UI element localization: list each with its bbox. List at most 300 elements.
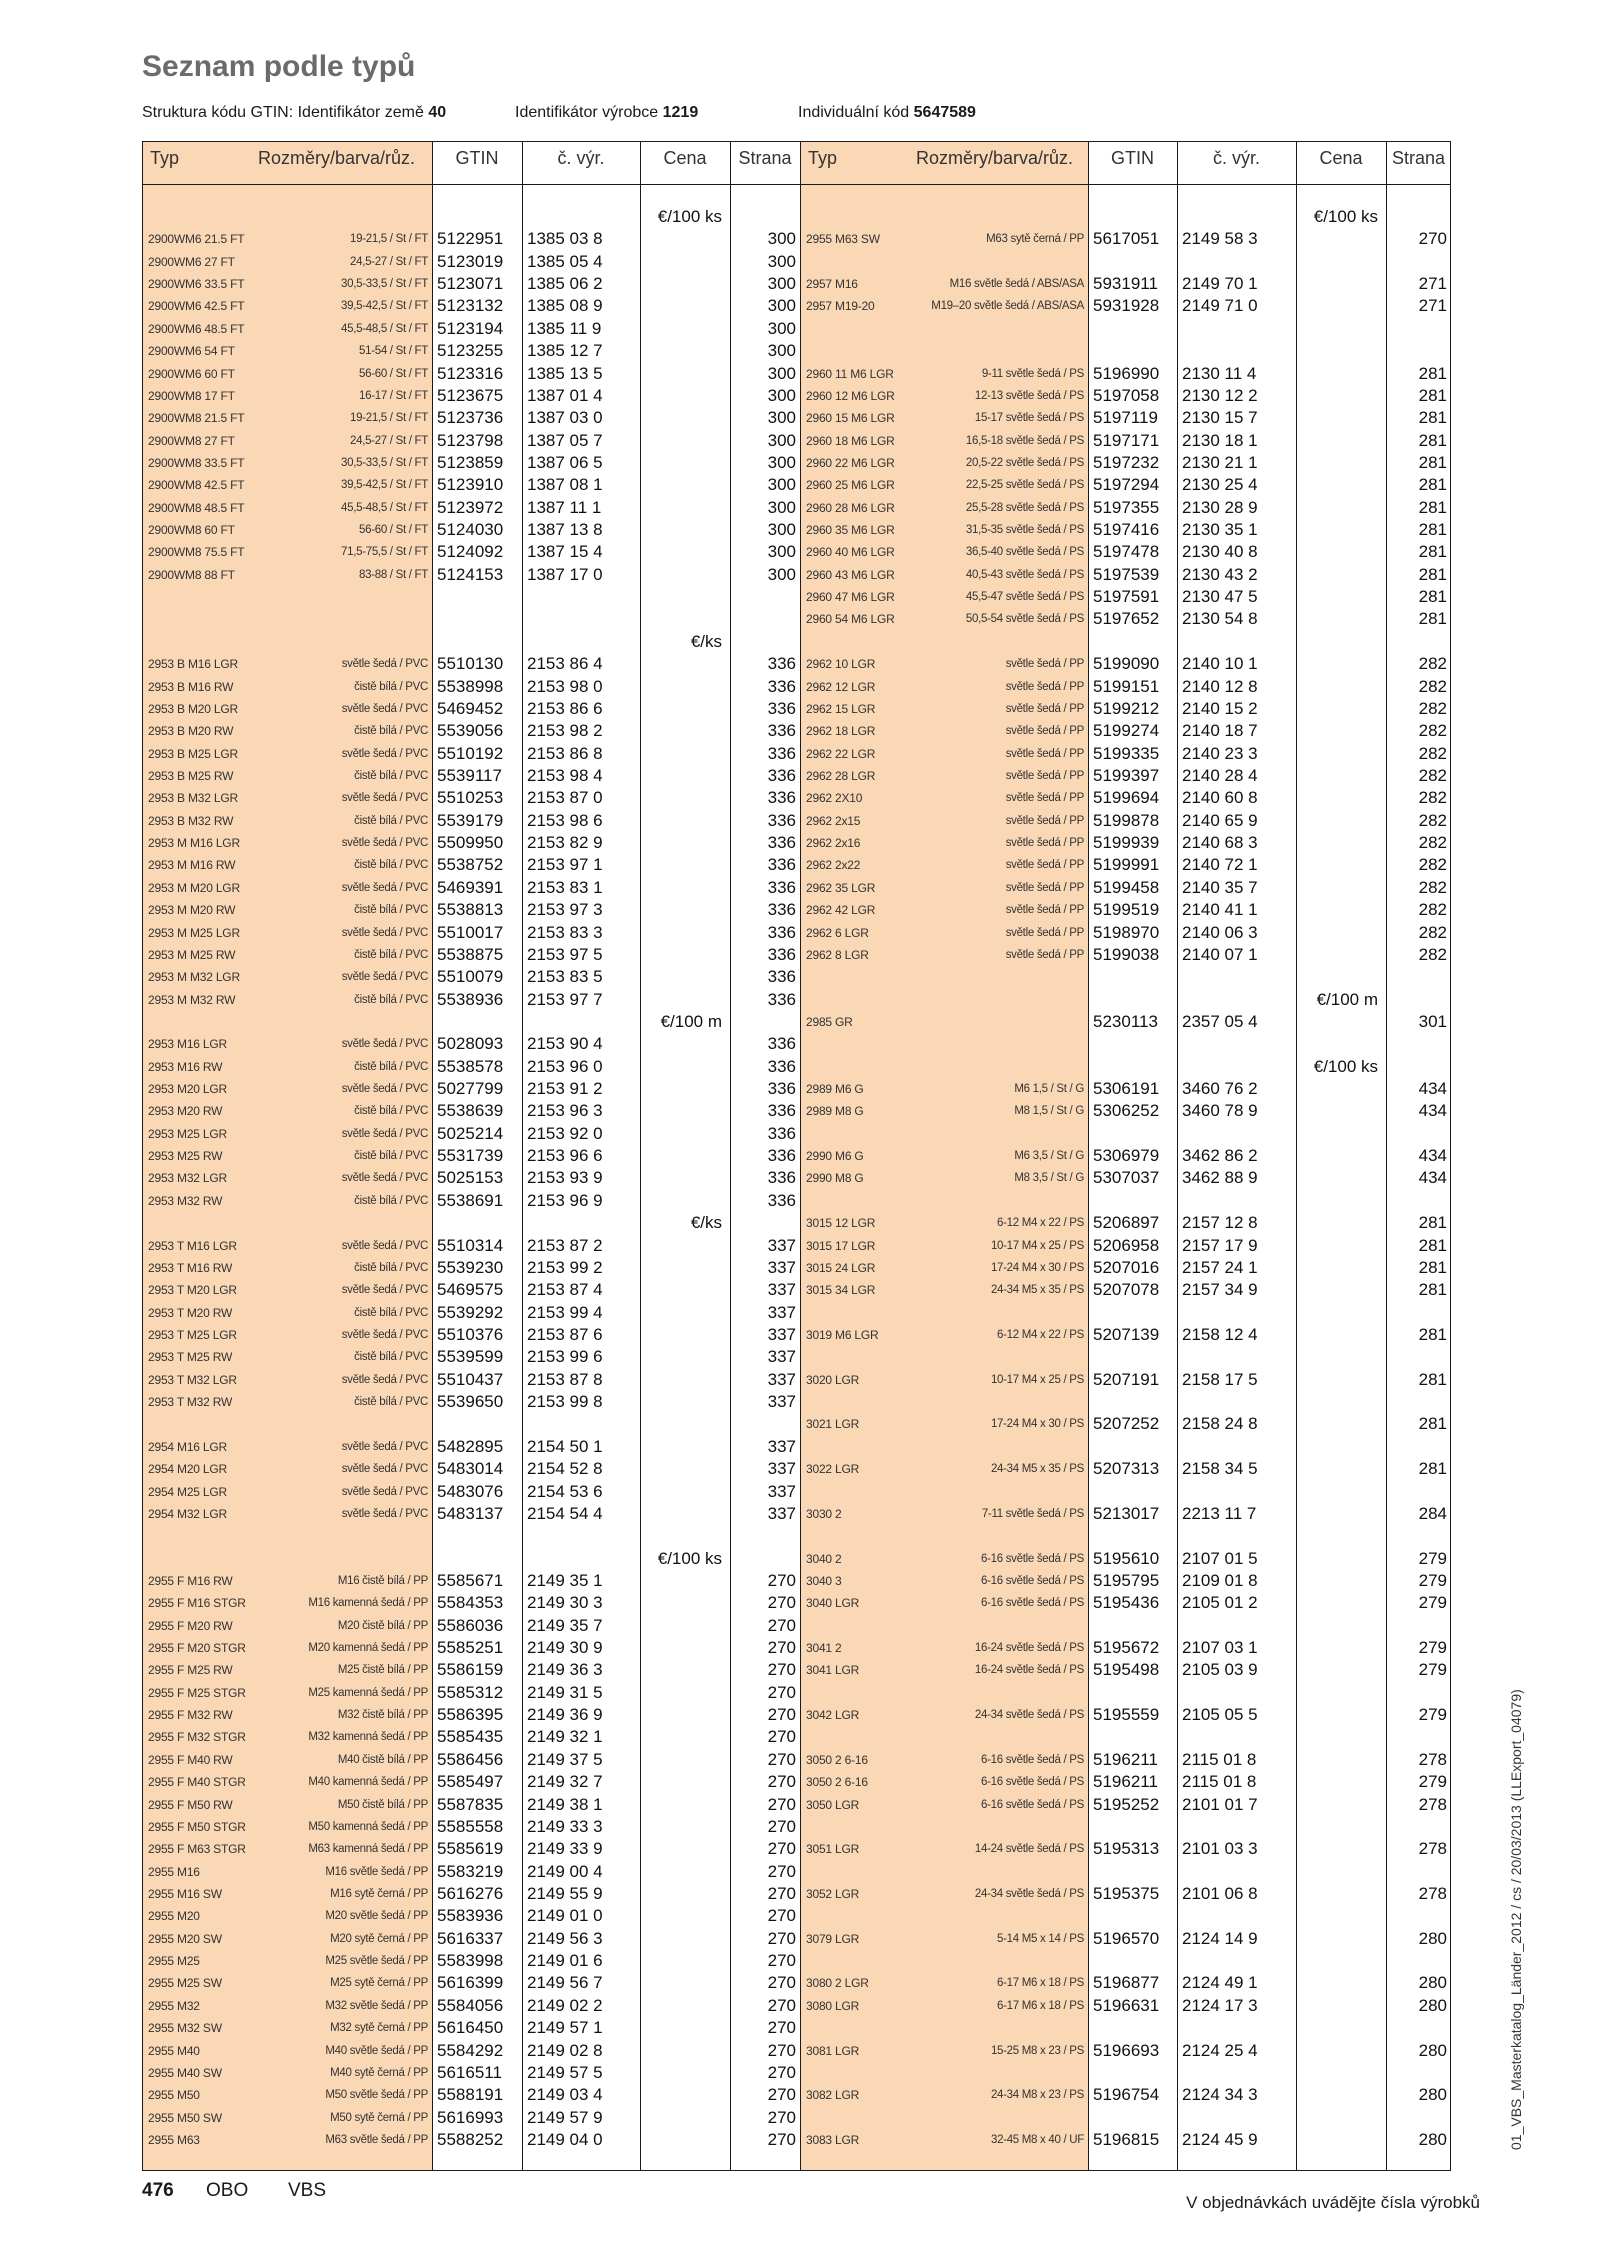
item-page: 270 <box>767 1682 796 1702</box>
item-gtin: 5538691 <box>437 1190 504 1210</box>
item-dimensions: M50 světle šedá / PP <box>325 2089 428 2102</box>
item-gtin: 5123675 <box>437 385 504 405</box>
item-gtin: 5585312 <box>437 1682 504 1702</box>
item-dimensions: světle šedá / PVC <box>341 1507 428 1520</box>
item-type: 2953 B M20 LGR <box>148 701 238 716</box>
item-dimensions: 45,5-48,5 / St / FT <box>341 322 428 335</box>
item-gtin: 5616276 <box>437 1884 504 1903</box>
item-dimensions: 14-24 světle šedá / PS <box>974 1843 1084 1856</box>
item-product-number: 2153 98 0 <box>527 676 603 696</box>
item-type: 2989 M6 G <box>806 1082 864 1097</box>
item-gtin: 5028093 <box>437 1034 504 1054</box>
item-product-number: 2115 01 8 <box>1182 1749 1257 1769</box>
item-dimensions: M63 kamenná šedá / PP <box>308 1843 428 1856</box>
item-type: 2960 22 M6 LGR <box>806 455 895 470</box>
item-page: 281 <box>1418 1280 1447 1300</box>
item-gtin: 5195498 <box>1093 1660 1160 1680</box>
item-gtin: 5469391 <box>437 877 504 897</box>
item-type: 2955 M20 SW <box>148 1931 222 1946</box>
item-type: 2955 F M32 RW <box>148 1708 233 1723</box>
item-product-number: 2213 11 7 <box>1182 1503 1257 1523</box>
item-page: 434 <box>1418 1168 1447 1188</box>
item-page: 270 <box>767 2018 796 2038</box>
item-product-number: 2149 01 0 <box>527 1906 603 1926</box>
header-right-typ: Typ <box>808 148 838 168</box>
item-dimensions: 6-17 M6 x 18 / PS <box>997 1999 1084 2012</box>
country-code: 40 <box>428 104 447 121</box>
item-product-number: 2140 65 9 <box>1182 810 1258 830</box>
item-page: 270 <box>767 1615 796 1635</box>
item-product-number: 2149 32 1 <box>527 1727 603 1747</box>
item-type: 2955 F M40 RW <box>148 1752 233 1767</box>
item-page: 270 <box>767 1839 796 1859</box>
item-product-number: 2153 83 3 <box>527 922 603 942</box>
item-product-number: 2153 82 9 <box>527 833 603 853</box>
item-page: 282 <box>1418 766 1447 785</box>
page-title: Seznam podle typů <box>142 50 416 83</box>
item-product-number: 2149 35 1 <box>527 1570 603 1590</box>
item-gtin: 5206897 <box>1093 1213 1160 1233</box>
header-divider <box>142 184 1451 185</box>
item-dimensions: 20,5-22 světle šedá / PS <box>965 456 1084 469</box>
item-page: 280 <box>1418 1928 1447 1948</box>
item-product-number: 2149 01 6 <box>527 1951 603 1971</box>
item-type: 3015 34 LGR <box>806 1283 876 1298</box>
item-gtin: 5206958 <box>1093 1235 1160 1255</box>
item-dimensions: 31,5-35 světle šedá / PS <box>965 524 1084 537</box>
item-type: 3041 2 <box>806 1641 842 1656</box>
item-type: 2900WM6 54 FT <box>148 344 235 359</box>
item-type: 2954 M32 LGR <box>148 1506 227 1521</box>
item-page: 281 <box>1418 520 1447 540</box>
item-product-number: 2130 15 7 <box>1182 408 1258 428</box>
item-page: 337 <box>767 1503 796 1523</box>
item-page: 336 <box>767 1168 796 1188</box>
item-dimensions: 56-60 / St / FT <box>359 524 428 537</box>
item-product-number: 1385 08 9 <box>527 296 603 316</box>
item-gtin: 5196693 <box>1093 2040 1160 2060</box>
item-type: 2953 B M25 LGR <box>148 746 238 761</box>
item-product-number: 2149 71 0 <box>1182 296 1258 316</box>
item-gtin: 5196211 <box>1093 1749 1158 1769</box>
item-gtin: 5123736 <box>437 408 504 428</box>
item-gtin: 5197058 <box>1093 385 1160 405</box>
item-product-number: 2124 14 9 <box>1182 1928 1258 1948</box>
column-divider <box>1177 141 1178 2171</box>
item-dimensions: 16,5-18 světle šedá / PS <box>965 434 1084 447</box>
item-type: 3050 2 6-16 <box>806 1752 868 1767</box>
item-dimensions: čistě bílá / PVC <box>354 1194 428 1207</box>
item-type: 2953 T M20 LGR <box>148 1283 237 1298</box>
item-page: 282 <box>1418 922 1447 942</box>
item-dimensions: M16 světle šedá / PP <box>325 1865 428 1878</box>
item-dimensions: M6 1,5 / St / G <box>1014 1083 1084 1096</box>
item-product-number: 2140 68 3 <box>1182 833 1258 853</box>
item-type: 2953 M25 LGR <box>148 1126 227 1141</box>
item-page: 337 <box>767 1481 796 1501</box>
item-type: 2953 M M25 RW <box>148 947 236 962</box>
item-type: 3019 M6 LGR <box>806 1328 879 1342</box>
item-type: 2962 2x16 <box>806 836 861 851</box>
item-dimensions: světle šedá / PP <box>1005 948 1084 961</box>
item-dimensions: světle šedá / PVC <box>341 658 428 671</box>
item-gtin: 5469452 <box>437 698 504 718</box>
item-dimensions: M19–20 světle šedá / ABS/ASA <box>931 300 1084 313</box>
item-product-number: 2153 87 2 <box>527 1235 603 1255</box>
item-page: 336 <box>767 698 796 718</box>
item-product-number: 2130 11 4 <box>1182 363 1257 383</box>
item-page: 300 <box>767 475 796 495</box>
item-product-number: 2101 06 8 <box>1182 1884 1258 1903</box>
item-product-number: 2107 01 5 <box>1182 1548 1258 1568</box>
item-gtin: 5197416 <box>1093 520 1160 540</box>
item-dimensions: světle šedá / PP <box>1005 881 1084 894</box>
individual-code: 5647589 <box>913 104 976 121</box>
item-product-number: 2153 87 8 <box>527 1369 603 1389</box>
item-page: 281 <box>1418 1235 1447 1255</box>
item-dimensions: 36,5-40 světle šedá / PS <box>965 546 1084 559</box>
item-dimensions: 5-14 M5 x 14 / PS <box>997 1932 1084 1945</box>
item-dimensions: M16 světle šedá / ABS/ASA <box>949 278 1084 291</box>
item-gtin: 5197652 <box>1093 609 1160 629</box>
item-type: 2953 T M16 LGR <box>148 1238 237 1253</box>
item-gtin: 5509950 <box>437 833 504 853</box>
item-page: 301 <box>1418 1011 1447 1031</box>
column-divider <box>640 141 641 2171</box>
item-product-number: 2154 53 6 <box>527 1481 603 1501</box>
item-page: 336 <box>767 810 796 830</box>
item-page: 282 <box>1418 788 1447 808</box>
item-gtin: 5539599 <box>437 1347 504 1367</box>
item-type: 2960 28 M6 LGR <box>806 500 895 515</box>
item-type: 2962 2X10 <box>806 791 863 806</box>
item-dimensions: čistě bílá / PVC <box>354 1261 428 1274</box>
item-type: 3022 LGR <box>806 1462 860 1477</box>
item-type: 2955 F M32 STGR <box>148 1730 246 1745</box>
item-gtin: 5538639 <box>437 1101 504 1121</box>
item-type: 2955 M32 SW <box>148 2021 222 2036</box>
item-product-number: 2153 96 3 <box>527 1101 603 1121</box>
item-gtin: 5199519 <box>1093 900 1160 920</box>
item-product-number: 2154 54 4 <box>527 1503 603 1523</box>
item-product-number: 2149 33 3 <box>527 1816 603 1836</box>
item-gtin: 5616511 <box>437 2062 502 2082</box>
item-type: 2954 M20 LGR <box>148 1462 227 1477</box>
item-dimensions: světle šedá / PVC <box>341 1239 428 1252</box>
item-gtin: 5195252 <box>1093 1794 1160 1814</box>
item-dimensions: M16 sytě černá / PP <box>330 1888 428 1900</box>
item-gtin: 5539117 <box>437 766 502 785</box>
item-page: 270 <box>767 2062 796 2082</box>
item-page: 282 <box>1418 698 1447 718</box>
item-gtin: 5482895 <box>437 1436 504 1456</box>
item-dimensions: 15-25 M8 x 23 / PS <box>990 2044 1084 2057</box>
item-product-number: 2149 55 9 <box>527 1884 603 1903</box>
item-type: 2960 47 M6 LGR <box>806 590 895 605</box>
item-gtin: 5616450 <box>437 2018 504 2038</box>
item-type: 2962 2x22 <box>806 858 861 873</box>
item-gtin: 5207078 <box>1093 1280 1160 1300</box>
item-type: 2953 M M16 RW <box>148 858 236 873</box>
item-dimensions: 16-24 světle šedá / PS <box>974 1642 1084 1655</box>
item-product-number: 2140 28 4 <box>1182 766 1258 785</box>
item-dimensions: světle šedá / PP <box>1005 904 1084 917</box>
item-page: 336 <box>767 766 796 785</box>
item-gtin: 5196631 <box>1093 1995 1160 2015</box>
item-type: 2962 2x15 <box>806 813 861 828</box>
item-dimensions: čistě bílá / PVC <box>354 1105 428 1118</box>
item-page: 270 <box>767 2085 796 2105</box>
item-product-number: 1387 03 0 <box>527 408 603 428</box>
item-dimensions: M32 kamenná šedá / PP <box>308 1731 428 1744</box>
item-product-number: 3462 88 9 <box>1182 1168 1258 1188</box>
item-type: 2953 M16 RW <box>148 1059 223 1074</box>
item-gtin: 5931928 <box>1093 296 1160 316</box>
item-type: 2962 42 LGR <box>806 903 876 918</box>
item-type: 2953 B M32 RW <box>148 813 234 828</box>
item-type: 3020 LGR <box>806 1372 860 1387</box>
item-product-number: 2153 86 4 <box>527 654 603 674</box>
item-gtin: 5584056 <box>437 1995 504 2015</box>
item-type: 2989 M8 G <box>806 1104 864 1119</box>
item-dimensions: M50 čistě bílá / PP <box>337 1798 428 1811</box>
item-dimensions: 6-16 světle šedá / PS <box>980 1753 1084 1766</box>
item-gtin: 5585619 <box>437 1839 504 1859</box>
item-type: 2953 M20 RW <box>148 1104 223 1119</box>
item-type: 2955 F M25 STGR <box>148 1685 246 1700</box>
item-gtin: 5199038 <box>1093 944 1160 964</box>
column-divider <box>522 141 523 2171</box>
item-product-number: 2153 97 1 <box>527 855 603 875</box>
item-dimensions: 6-16 světle šedá / PS <box>980 1776 1084 1789</box>
item-product-number: 2149 02 8 <box>527 2040 603 2060</box>
item-gtin: 5538875 <box>437 944 504 964</box>
item-product-number: 2140 72 1 <box>1182 855 1258 875</box>
item-product-number: 2124 34 3 <box>1182 2085 1258 2105</box>
item-gtin: 5483014 <box>437 1459 504 1479</box>
item-type: 2955 M50 SW <box>148 2110 222 2125</box>
item-type: 2953 B M16 LGR <box>148 657 238 672</box>
item-dimensions: světle šedá / PVC <box>341 1440 428 1453</box>
item-gtin: 5124092 <box>437 542 504 562</box>
item-dimensions: světle šedá / PP <box>1005 814 1084 827</box>
item-dimensions: světle šedá / PP <box>1005 859 1084 872</box>
item-page: 300 <box>767 363 796 383</box>
item-page: 279 <box>1418 1570 1447 1590</box>
item-dimensions: čistě bílá / PVC <box>354 993 428 1006</box>
item-dimensions: světle šedá / PP <box>1005 792 1084 805</box>
item-page: 270 <box>767 1928 796 1948</box>
item-type: 2953 T M32 LGR <box>148 1372 237 1387</box>
price-unit: €/ks <box>690 1213 722 1233</box>
item-page: 337 <box>767 1235 796 1255</box>
item-gtin: 5931911 <box>1093 274 1158 294</box>
item-dimensions: M40 kamenná šedá / PP <box>308 1776 428 1789</box>
item-dimensions: 17-24 M4 x 30 / PS <box>990 1261 1084 1274</box>
item-type: 2953 M M20 RW <box>148 903 236 918</box>
item-dimensions: M20 sytě černá / PP <box>330 1932 428 1945</box>
item-type: 2990 M8 G <box>806 1171 864 1186</box>
item-dimensions: 12-13 světle šedá / PS <box>974 389 1084 402</box>
item-type: 2900WM8 75.5 FT <box>148 545 245 560</box>
item-page: 270 <box>767 1727 796 1747</box>
item-page: 336 <box>767 721 796 741</box>
item-page: 337 <box>767 1257 796 1277</box>
item-dimensions: 9-11 světle šedá / PS <box>981 367 1084 380</box>
item-gtin: 5585251 <box>437 1638 504 1658</box>
header-left-cvyr: č. výr. <box>557 148 605 168</box>
item-page: 336 <box>767 922 796 942</box>
item-dimensions: čistě bílá / PVC <box>354 770 428 782</box>
item-gtin: 5195795 <box>1093 1570 1160 1590</box>
footer-page-number: 476 <box>142 2180 174 2201</box>
item-gtin: 5199694 <box>1093 788 1160 808</box>
item-type: 3040 LGR <box>806 1596 860 1611</box>
item-type: 2960 12 M6 LGR <box>806 388 895 403</box>
item-page: 281 <box>1418 1257 1447 1277</box>
price-unit: €/100 m <box>660 1011 722 1031</box>
item-type: 2955 M63 <box>148 2132 200 2147</box>
item-page: 337 <box>767 1347 796 1367</box>
item-dimensions: světle šedá / PP <box>1005 725 1084 738</box>
item-type: 2900WM6 48.5 FT <box>148 321 245 336</box>
item-gtin: 5510130 <box>437 654 504 674</box>
item-page: 336 <box>767 1190 796 1210</box>
item-dimensions: světle šedá / PVC <box>341 792 428 805</box>
item-product-number: 1387 13 8 <box>527 520 603 540</box>
item-product-number: 2149 32 7 <box>527 1772 603 1792</box>
item-page: 279 <box>1418 1548 1447 1568</box>
item-dimensions: M50 sytě černá / PP <box>330 2111 428 2124</box>
item-dimensions: 24,5-27 / St / FT <box>350 434 428 447</box>
item-product-number: 2140 12 8 <box>1182 676 1258 696</box>
item-gtin: 5196877 <box>1093 1973 1160 1993</box>
item-dimensions: M25 sytě černá / PP <box>330 1977 428 1990</box>
item-type: 2900WM8 33.5 FT <box>148 455 245 470</box>
item-product-number: 2153 86 6 <box>527 698 603 718</box>
item-type: 2955 F M16 STGR <box>148 1596 246 1611</box>
item-dimensions: 39,5-42,5 / St / FT <box>341 479 428 492</box>
item-page: 270 <box>767 1705 796 1725</box>
item-type: 2900WM6 42.5 FT <box>148 299 245 314</box>
item-product-number: 1387 15 4 <box>527 542 603 562</box>
item-product-number: 2153 98 4 <box>527 766 603 785</box>
item-product-number: 2140 35 7 <box>1182 877 1258 897</box>
item-dimensions: světle šedá / PP <box>1005 658 1084 671</box>
item-page: 300 <box>767 296 796 316</box>
item-page: 281 <box>1418 1325 1447 1344</box>
item-page: 278 <box>1418 1749 1447 1769</box>
item-dimensions: 10-17 M4 x 25 / PS <box>990 1373 1084 1386</box>
item-dimensions: 22,5-25 světle šedá / PS <box>965 479 1084 492</box>
item-type: 2955 M25 <box>148 1954 200 1969</box>
item-type: 3041 LGR <box>806 1663 860 1678</box>
item-type: 3082 LGR <box>806 2088 860 2103</box>
item-type: 2953 M M20 LGR <box>148 880 240 895</box>
item-page: 280 <box>1418 1995 1447 2015</box>
item-dimensions: 6-12 M4 x 22 / PS <box>997 1217 1084 1230</box>
item-product-number: 2130 12 2 <box>1182 385 1258 405</box>
item-type: 2954 M25 LGR <box>148 1484 227 1499</box>
price-unit: €/ks <box>690 631 722 651</box>
item-type: 2900WM8 42.5 FT <box>148 478 245 493</box>
item-dimensions: 39,5-42,5 / St / FT <box>341 300 428 313</box>
item-dimensions: 30,5-33,5 / St / FT <box>341 278 428 291</box>
item-gtin: 5538998 <box>437 676 504 696</box>
item-type: 2955 M32 <box>148 1998 200 2013</box>
item-dimensions: čistě bílá / PVC <box>354 814 428 827</box>
item-dimensions: 6-16 světle šedá / PS <box>980 1798 1084 1811</box>
item-product-number: 2149 56 7 <box>527 1973 603 1993</box>
item-page: 280 <box>1418 2085 1447 2105</box>
item-gtin: 5207252 <box>1093 1414 1160 1434</box>
item-gtin: 5199212 <box>1093 698 1160 718</box>
item-page: 270 <box>767 1638 796 1658</box>
item-product-number: 2149 35 7 <box>527 1615 603 1635</box>
item-product-number: 2149 30 3 <box>527 1593 603 1613</box>
side-export-text: 01_VBS_Masterkatalog_Länder_2012 / cs / 20/03/2013 (LLExport_04079) <box>1508 1689 1524 2150</box>
item-type: 2953 T M16 RW <box>148 1260 233 1275</box>
item-type: 2955 F M50 RW <box>148 1797 233 1812</box>
item-dimensions: 71,5-75,5 / St / FT <box>341 546 428 559</box>
item-gtin: 5584292 <box>437 2040 504 2060</box>
item-gtin: 5195436 <box>1093 1593 1160 1613</box>
item-product-number: 1385 06 2 <box>527 274 603 294</box>
item-product-number: 2149 70 1 <box>1182 274 1258 294</box>
item-page: 270 <box>767 1570 796 1590</box>
item-product-number: 2105 01 2 <box>1182 1593 1258 1613</box>
item-gtin: 5025214 <box>437 1123 504 1143</box>
item-page: 336 <box>767 1101 796 1121</box>
item-gtin: 5197171 <box>1093 430 1160 450</box>
item-type: 3015 24 LGR <box>806 1260 876 1275</box>
item-gtin: 5123910 <box>437 475 504 495</box>
item-gtin: 5585497 <box>437 1772 504 1792</box>
item-gtin: 5586036 <box>437 1615 504 1635</box>
item-page: 281 <box>1418 609 1447 629</box>
item-type: 2955 F M20 RW <box>148 1618 233 1633</box>
item-dimensions: 19-21,5 / St / FT <box>350 412 428 425</box>
item-gtin: 5197119 <box>1093 408 1158 428</box>
item-dimensions: M8 3,5 / St / G <box>1014 1172 1084 1185</box>
item-type: 2900WM6 60 FT <box>148 366 235 381</box>
item-page: 270 <box>767 1906 796 1926</box>
item-gtin: 5195313 <box>1093 1839 1160 1859</box>
item-product-number: 2153 99 8 <box>527 1392 603 1412</box>
item-page: 282 <box>1418 654 1447 674</box>
item-product-number: 2107 03 1 <box>1182 1638 1258 1658</box>
item-gtin: 5584353 <box>437 1593 504 1613</box>
item-type: 2953 M M32 RW <box>148 992 236 1007</box>
item-gtin: 5123194 <box>437 318 504 338</box>
item-page: 281 <box>1418 385 1447 405</box>
item-type: 2953 M32 RW <box>148 1193 223 1208</box>
item-type: 3080 LGR <box>806 1998 860 2013</box>
item-gtin: 5617051 <box>1093 229 1160 249</box>
item-dimensions: světle šedá / PVC <box>341 926 428 939</box>
gtin-prefix: Struktura kódu GTIN: Identifikátor země <box>142 104 429 121</box>
item-type: 2962 18 LGR <box>806 724 876 739</box>
item-page: 281 <box>1418 497 1447 517</box>
item-page: 336 <box>767 833 796 853</box>
item-gtin: 5199151 <box>1093 676 1160 696</box>
item-gtin: 5123071 <box>437 274 504 294</box>
item-page: 282 <box>1418 743 1447 763</box>
item-gtin: 5538752 <box>437 855 504 875</box>
item-dimensions: čistě bílá / PVC <box>354 1060 428 1073</box>
item-type: 3050 2 6-16 <box>806 1775 868 1790</box>
item-product-number: 2158 34 5 <box>1182 1459 1258 1479</box>
